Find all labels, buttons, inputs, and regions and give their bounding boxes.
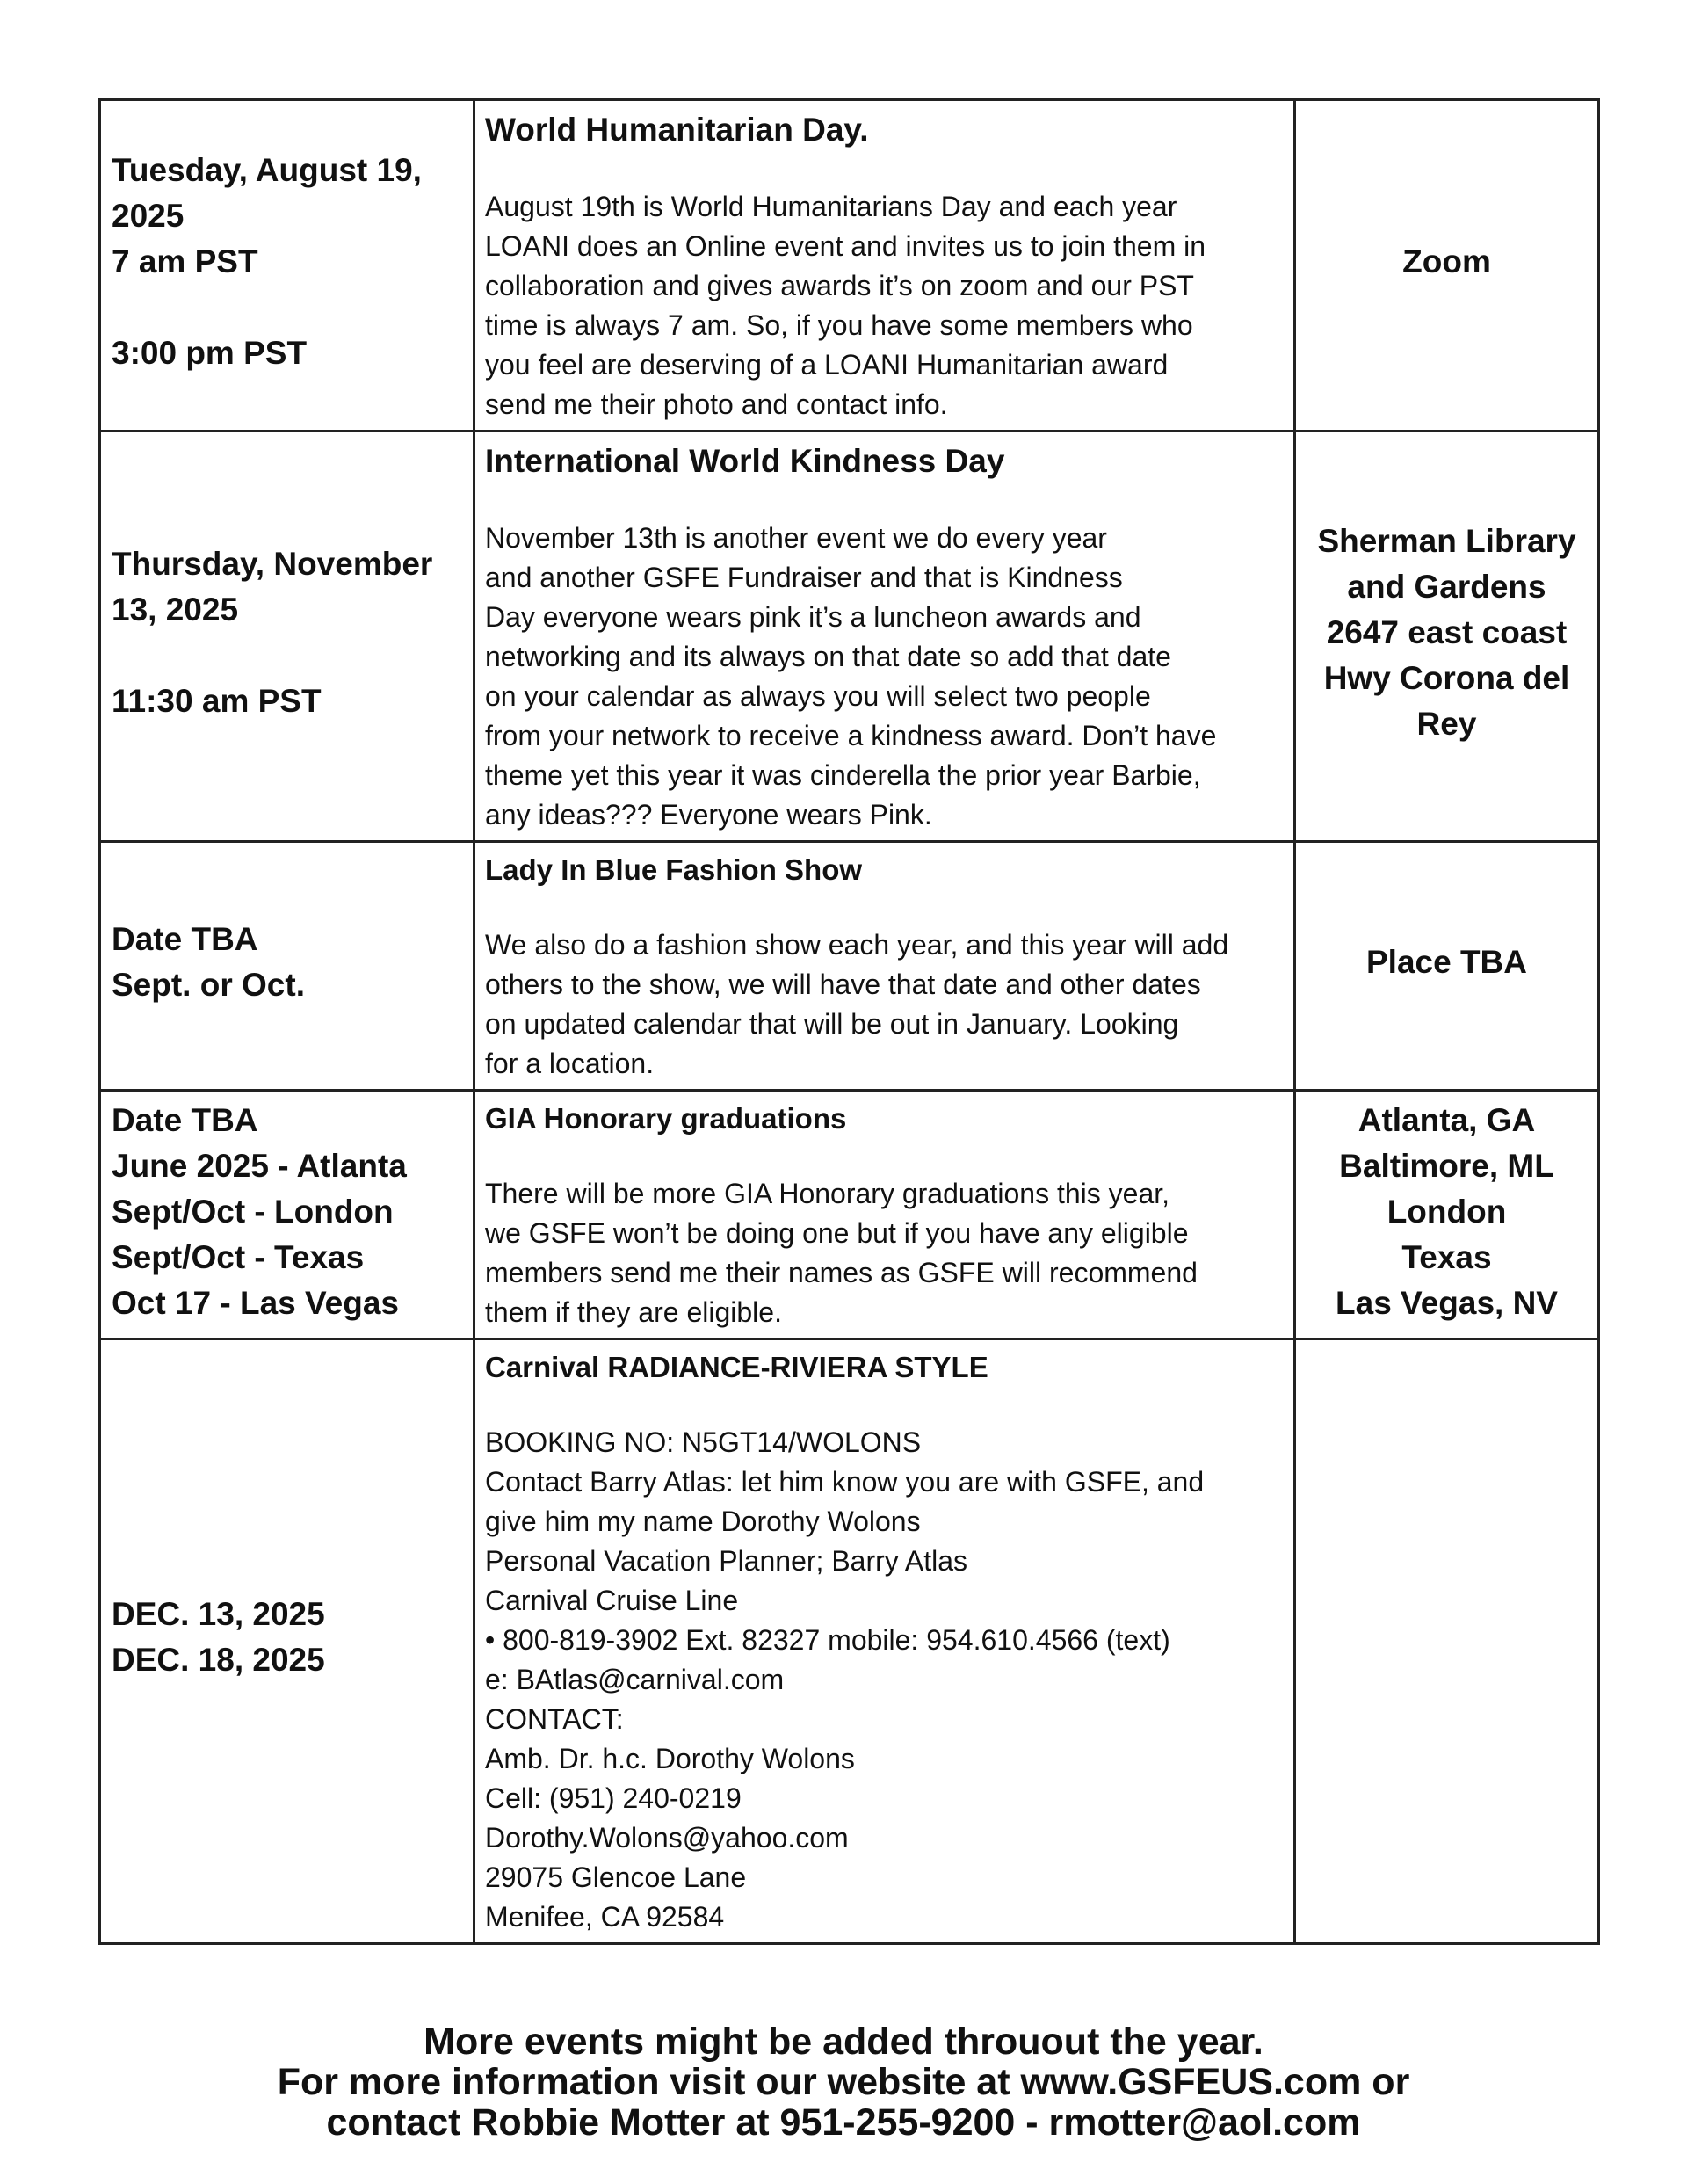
event-description-line: from your network to receive a kindness award. Don’t have: [485, 720, 1217, 751]
event-location-line: Place TBA: [1365, 944, 1527, 980]
event-description-line: send me their photo and contact info.: [485, 388, 948, 420]
event-description-line: 29075 Glencoe Lane: [485, 1861, 747, 1893]
event-date-line: Tuesday, August 19,: [112, 152, 422, 188]
event-location-line: Atlanta, GA: [1358, 1102, 1536, 1138]
event-description-line: them if they are eligible.: [485, 1296, 782, 1328]
event-date-line: Sept. or Oct.: [112, 967, 305, 1003]
event-description-line: you feel are deserving of a LOANI Humanitarian award: [485, 349, 1169, 381]
event-row: [100, 1339, 1599, 1944]
footer-line: For more information visit our website at www.GSFEUS.com or: [277, 2061, 1410, 2103]
event-location-cell: [1295, 842, 1599, 1091]
event-description-line: • 800-819-3902 Ext. 82327 mobile: 954.610.4566 (text): [485, 1624, 1170, 1656]
event-date-line: Thursday, November: [112, 546, 433, 582]
event-date-line: 13, 2025: [112, 591, 239, 628]
event-description-line: on updated calendar that will be out in January. Looking: [485, 1008, 1179, 1040]
events-table-body: [100, 100, 1599, 1944]
event-date-line: June 2025 - Atlanta: [112, 1148, 407, 1184]
event-row: [100, 432, 1599, 842]
event-location-line: Hwy Corona del: [1323, 660, 1570, 696]
event-description-line: Amb. Dr. h.c. Dorothy Wolons: [485, 1743, 855, 1774]
event-description-line: We also do a fashion show each year, and this year will add: [485, 929, 1229, 961]
event-date-line: Sept/Oct - Texas: [112, 1239, 365, 1275]
footer-line: More events might be added throuout the year.: [424, 2021, 1263, 2063]
event-date-cell: [100, 1091, 474, 1339]
event-location-line: Las Vegas, NV: [1336, 1285, 1558, 1321]
event-location-line: Texas: [1401, 1239, 1492, 1275]
event-description-line: members send me their names as GSFE will recommend: [485, 1257, 1198, 1288]
event-description-line: LOANI does an Online event and invites us to join them in: [485, 230, 1206, 262]
event-title: World Humanitarian Day.: [485, 112, 869, 148]
event-date-line: Oct 17 - Las Vegas: [112, 1285, 400, 1321]
event-date-line: 3:00 pm PST: [112, 335, 308, 371]
event-location-cell: [1295, 1091, 1599, 1339]
footer-note: [0, 2021, 1687, 2143]
event-date-line: Date TBA: [112, 921, 258, 957]
event-description-line: collaboration and gives awards it’s on zoom and our PST: [485, 270, 1194, 301]
event-description-line: There will be more GIA Honorary graduations this year,: [485, 1178, 1170, 1209]
event-row: [100, 842, 1599, 1091]
event-title: GIA Honorary graduations: [485, 1102, 847, 1135]
event-description-line: BOOKING NO: N5GT14/WOLONS: [485, 1426, 922, 1458]
event-description-line: Contact Barry Atlas: let him know you are with GSFE, and: [485, 1466, 1205, 1498]
event-description-line: November 13th is another event we do every year: [485, 522, 1107, 554]
event-date-cell: [100, 100, 474, 432]
event-location-cell: [1295, 100, 1599, 432]
event-description-line: on your calendar as always you will select two people: [485, 680, 1151, 712]
event-date-cell: [100, 432, 474, 842]
event-location-cell: [1295, 1339, 1599, 1944]
event-location-line: Baltimore, ML: [1339, 1148, 1554, 1184]
event-description-line: time is always 7 am. So, if you have some members who: [485, 309, 1193, 341]
event-date-cell: [100, 842, 474, 1091]
event-location-line: and Gardens: [1347, 569, 1546, 605]
event-title: Lady In Blue Fashion Show: [485, 853, 863, 886]
event-date-line: Date TBA: [112, 1102, 258, 1138]
event-description-line: CONTACT:: [485, 1703, 624, 1735]
event-date-line: 2025: [112, 198, 185, 234]
event-description-line: August 19th is World Humanitarians Day and each year: [485, 191, 1177, 222]
event-description-line: give him my name Dorothy Wolons: [485, 1506, 921, 1537]
event-location-cell: [1295, 432, 1599, 842]
event-description-line: and another GSFE Fundraiser and that is Kindness: [485, 562, 1123, 593]
event-description-cell: [474, 100, 1295, 432]
event-date-cell: [100, 1339, 474, 1944]
event-description-line: Cell: (951) 240-0219: [485, 1782, 742, 1814]
event-description-line: any ideas??? Everyone wears Pink.: [485, 799, 932, 831]
event-description-cell: [474, 1339, 1295, 1944]
event-location-line: Sherman Library: [1317, 523, 1576, 559]
event-description-line: e: BAtlas@carnival.com: [485, 1664, 785, 1695]
event-description-line: Personal Vacation Planner; Barry Atlas: [485, 1545, 968, 1577]
footer-line: contact Robbie Motter at 951-255-9200 - rmotter@aol.com: [326, 2101, 1361, 2144]
event-title: Carnival RADIANCE-RIVIERA STYLE: [485, 1351, 988, 1383]
event-date-line: DEC. 13, 2025: [112, 1595, 325, 1632]
event-description-cell: [474, 1091, 1295, 1339]
event-title: International World Kindness Day: [485, 443, 1005, 479]
event-description-cell: [474, 842, 1295, 1091]
event-description-line: Day everyone wears pink it’s a luncheon awards and: [485, 601, 1141, 633]
event-description-line: Dorothy.Wolons@yahoo.com: [485, 1822, 849, 1854]
event-description-cell: [474, 432, 1295, 842]
event-row: [100, 100, 1599, 432]
event-description-line: theme yet this year it was cinderella the prior year Barbie,: [485, 759, 1201, 791]
event-description-line: Menifee, CA 92584: [485, 1901, 725, 1933]
event-date-line: Sept/Oct - London: [112, 1194, 394, 1230]
event-description-line: we GSFE won’t be doing one but if you have any eligible: [485, 1217, 1189, 1249]
event-description-line: for a location.: [485, 1048, 655, 1079]
event-description-line: networking and its always on that date so add that date: [485, 641, 1171, 672]
event-date-line: 7 am PST: [112, 243, 258, 279]
event-location-line: Zoom: [1402, 243, 1491, 279]
event-date-line: DEC. 18, 2025: [112, 1641, 325, 1678]
event-location-line: London: [1387, 1194, 1507, 1230]
events-table: [98, 98, 1600, 1945]
event-location-line: Rey: [1416, 706, 1477, 742]
event-description-line: others to the show, we will have that date and other dates: [485, 969, 1201, 1000]
event-row: [100, 1091, 1599, 1339]
event-date-line: 11:30 am PST: [112, 683, 322, 719]
event-description-line: Carnival Cruise Line: [485, 1585, 739, 1616]
event-location-line: 2647 east coast: [1326, 614, 1568, 650]
